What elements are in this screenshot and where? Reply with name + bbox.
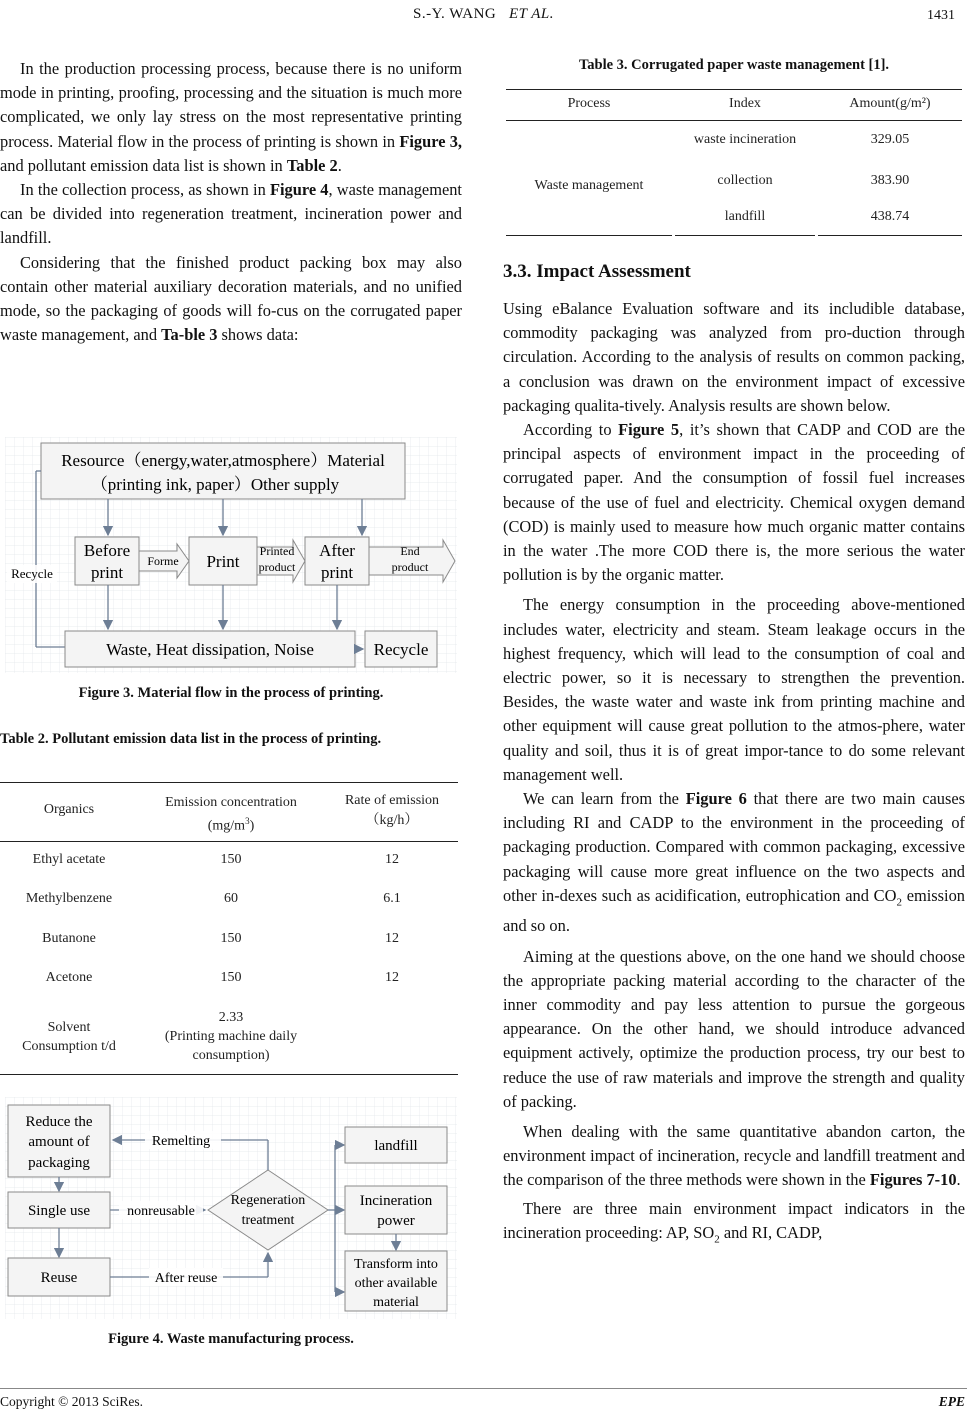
end-product-label-2: product	[391, 560, 429, 574]
paragraph: In the collection process, as shown in Figure 4, waste management can be divided into regeneration treatment, incineration power and landfill.	[0, 180, 462, 248]
table-2-caption: Table 2. Pollutant emission data list in the process of printing.	[0, 731, 382, 747]
reduce-label-2: amount of	[28, 1134, 90, 1150]
incineration-label-1: Incineration	[359, 1193, 433, 1209]
transform-label-2: other available	[354, 1276, 438, 1291]
table-2-header-organics: Organics	[43, 802, 95, 817]
table-cell: 438.74	[870, 209, 910, 224]
figure-ref[interactable]: Figures 7-10	[869, 1170, 957, 1190]
landfill-label: landfill	[374, 1138, 418, 1154]
paragraph: There are three main environment impact indicators in the incineration proceeding: AP, $SO_2$ and RI, CADP,	[503, 1198, 965, 1246]
table-cell: 60	[224, 891, 238, 906]
left-column	[0, 57, 462, 347]
table-2-header-emission: Emission concentration $(mg/m^3)$	[165, 795, 297, 834]
paragraph: Using eBalance Evaluation software and its includible database, commodity packaging was analyzed from pro-duction through circulation. According to the analysis of results on common packing, a conclusion was drawn on the environment impact of excessive packaging qualita-tively. Analysis results are shown below.	[503, 299, 965, 415]
figure-ref[interactable]: Figure 6	[685, 789, 747, 809]
end-product-label: End	[400, 544, 420, 558]
running-header	[0, 6, 967, 23]
table-cell: 12	[385, 852, 399, 867]
table-3-bottom-rule-2	[675, 235, 815, 236]
printed-product-label-2: product	[258, 560, 296, 574]
table-3-caption: Table 3. Corrugated paper waste management [1].	[578, 57, 890, 73]
table-cell: waste incineration	[693, 132, 797, 147]
table-3-header-index: Index	[729, 96, 761, 111]
reduce-label-1: Reduce the	[25, 1114, 93, 1130]
table-2-bottom-rule	[0, 1074, 458, 1075]
regen-label-2: treatment	[241, 1213, 295, 1228]
forme-label: Forme	[147, 554, 179, 568]
paragraph: When dealing with the same quantitative abandon carton, the environment impact of incineration, recycle and landfill treatment and the comparison of the three methods were shown in the Figures 7-10.	[503, 1121, 965, 1190]
figure-3-diagram	[5, 437, 457, 673]
table-cell: collection	[717, 173, 773, 188]
recycle-box-label: Recycle	[373, 640, 429, 659]
right-column	[503, 259, 965, 1251]
waste-label: Waste, Heat dissipation, Noise	[106, 640, 314, 659]
table-3-bottom-rule-1	[506, 235, 672, 236]
table-3-header-rule	[506, 120, 962, 121]
figure-ref[interactable]: Figure 5	[618, 420, 680, 440]
before-print-label: Before	[83, 541, 131, 560]
table-2-header-rate: Rate of emission （kg/h）	[344, 793, 440, 828]
table-cell: 12	[385, 931, 399, 946]
table-cell: Butanone	[42, 931, 96, 946]
recycle-side-label: Recycle	[11, 566, 53, 581]
paragraph: Aiming at the questions above, on the one hand we should choose the appropriate packing material according to the character of the inner commodity and pay less attention to pursue the gorgeous appearance. On the other hand, we should introduce advanced equipment actively, optimize the production process, try our best to reduce the use of raw materials and improve the strength and quality of packing.	[503, 946, 965, 1111]
resource-label-1: Resource（energy,water,atmosphere）Material	[61, 451, 385, 470]
section-heading: 3.3. Impact Assessment	[503, 261, 691, 282]
resource-label-2: （printing ink, paper）Other supply	[90, 475, 340, 494]
table-cell: 383.90	[870, 173, 910, 188]
single-use-label: Single use	[27, 1203, 91, 1219]
reduce-label-3: packaging	[28, 1155, 90, 1171]
footer-journal: EPE	[938, 1394, 965, 1409]
table-ref[interactable]: Ta-ble 3	[161, 325, 218, 345]
paragraph: We can learn from the Figure 6 that there are two main causes including RI and CADP to the environment in the proceeding of packaging production. Compared with common packaging, excessive packaging will cause more great influence on the two aspects and other in-dexes such as acidification, eutrophication and $CO_2$ emission and so on.	[503, 789, 965, 936]
table-cell: 150	[220, 970, 242, 985]
table-2-top-rule	[0, 782, 458, 783]
figure-ref[interactable]: Figure 4	[269, 180, 329, 200]
transform-label-1: Transform into	[354, 1257, 438, 1272]
figure-4-diagram	[5, 1097, 457, 1319]
table-cell: Acetone	[45, 970, 93, 985]
printed-product-label: Printed	[259, 544, 295, 558]
paragraph: In the production processing process, because there is no uniform mode in printing, proofing, processing and the situation is much more complicated, we only lay stress on the most representative printing process. Material flow in the process of printing is shown in Figure 3, and pollutant emission data list is shown in Table 2.	[0, 59, 462, 175]
table-3-bottom-rule-3	[818, 235, 962, 236]
transform-label-3: material	[373, 1295, 419, 1310]
table-cell: landfill	[724, 209, 766, 224]
page-number: 1431	[927, 8, 955, 23]
paragraph: Considering that the finished product packing box may also contain other material auxiliary decoration materials, and no unified mode, so the packaging of goods will fo-cus on the corrugated paper waste management, and Ta-ble 3 shows data:	[0, 252, 462, 345]
table-cell: 150	[220, 852, 242, 867]
figure-4-caption: Figure 4. Waste manufacturing process.	[108, 1331, 354, 1347]
table-cell: Ethyl acetate	[32, 852, 106, 867]
table-3-process-cell: Waste management	[534, 178, 644, 193]
footer-rule	[0, 1388, 967, 1389]
table-3-header-process: Process	[567, 96, 611, 111]
table-cell: 329.05	[870, 132, 910, 147]
figure-4-svg	[5, 1097, 457, 1319]
reuse-label: Reuse	[40, 1270, 78, 1286]
table-3-header-amount: Amount(g/m²)	[849, 96, 931, 111]
table-cell: 12	[385, 970, 399, 985]
table-ref[interactable]: Table 2	[286, 155, 338, 175]
table-2-solvent-value: 2.33 (Printing machine daily consumption)	[164, 1010, 298, 1063]
paragraph: The energy consumption in the proceeding above-mentioned includes water, electricity and steam. Steam leakage occurs in the highest frequency, which will lead to the consumption of coal and electric power, so it is necessary to strengthen the prevention. Besides, the waste water and waste ink from printing machine and other equipment will cause great pollution to the atmos-phere, water quality and soil, thus it is of great impor-tance to do some relevant management well.	[503, 595, 965, 784]
figure-3-svg	[5, 437, 457, 673]
after-reuse-label: After reuse	[154, 1271, 218, 1286]
table-3-top-rule	[506, 89, 962, 90]
nonreusable-label: nonreusable	[127, 1204, 195, 1219]
table-2-header-rule	[0, 841, 458, 842]
figure-3-caption: Figure 3. Material flow in the process of printing.	[78, 685, 384, 701]
before-print-label-2: print	[90, 563, 124, 582]
after-print-label: After	[319, 541, 355, 560]
after-print-label-2: print	[320, 563, 354, 582]
table-2-solvent-label: Solvent Consumption t/d	[22, 1020, 116, 1054]
regen-label-1: Regeneration	[230, 1193, 306, 1208]
incineration-label-2: power	[377, 1213, 415, 1229]
print-label: Print	[206, 552, 240, 571]
header-etal: ET AL.	[509, 6, 554, 22]
paragraph: According to Figure 5, it’s shown that CADP and COD are the principal aspects of environment impact in the proceeding of corrugated paper. And the consumption of fossil fuel increases because of the use of fuel and electricity. Chemical oxygen demand (COD) is mainly used to measure how much organic matter contains in the water .The more COD there is, the more serious the water pollution is by the organic matter.	[503, 420, 965, 585]
table-cell: Methylbenzene	[25, 891, 113, 906]
table-cell: 150	[220, 931, 242, 946]
figure-ref[interactable]: Figure 3,	[399, 131, 462, 151]
header-author: S.-Y. WANG	[413, 6, 497, 22]
remelting-label: Remelting	[151, 1134, 211, 1149]
footer-copyright: Copyright © 2013 SciRes.	[0, 1394, 144, 1409]
table-cell: 6.1	[383, 891, 401, 906]
